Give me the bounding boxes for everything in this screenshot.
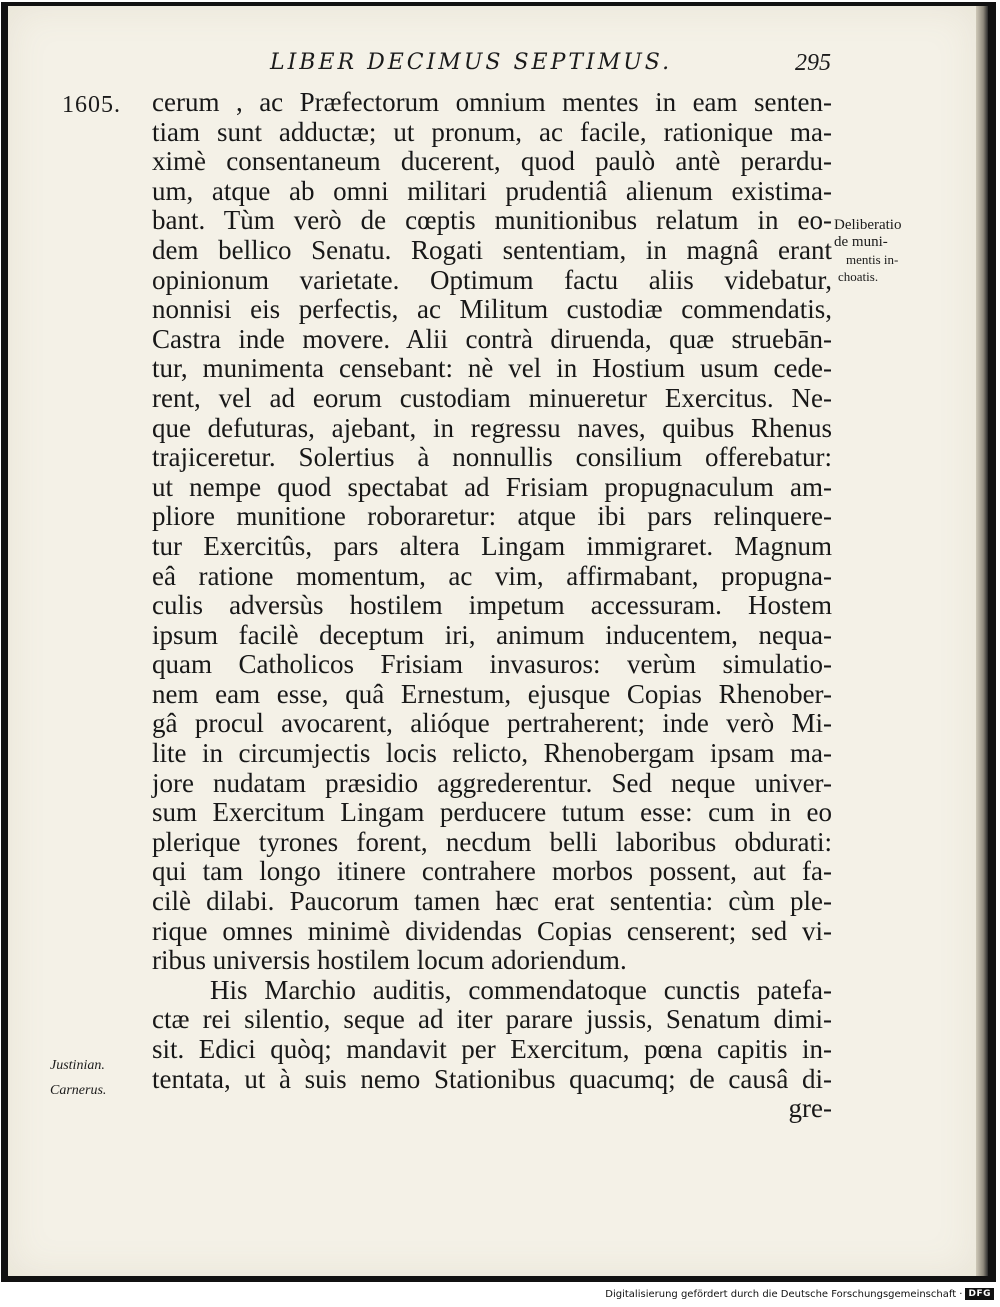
text-line: rent, vel ad eorum custodiam minueretur Exercitus. Ne- xyxy=(152,382,832,413)
margin-note-line: Justinian. xyxy=(50,1058,105,1073)
text-line: quam Catholicos Frisiam invasuros: verùm simulatio- xyxy=(152,649,832,680)
digitization-footer xyxy=(605,1288,994,1300)
text-line: eâ ratione momentum, ac vim, affirmabant, propugna- xyxy=(152,560,832,591)
text-line: nonnisi eis perfectis, ac Militum custodiæ commendatis, xyxy=(152,294,832,325)
dfg-logo: DFG xyxy=(965,1288,994,1300)
margin-note-line: choatis. xyxy=(838,269,879,284)
text-line: cilè dilabi. Paucorum tamen hæc erat sententia: cùm ple- xyxy=(152,886,832,917)
text-line: ximè consentaneum ducerent, quod paulò antè perardu- xyxy=(152,146,832,177)
text-line: um, atque ab omni militari prudentiâ alienum existima- xyxy=(152,175,832,206)
year-marginal: 1605. xyxy=(62,92,121,118)
text-line: ribus universis hostilem locum adoriendum. xyxy=(152,945,627,976)
text-line: nem eam esse, quâ Ernestum, ejusque Copias Rhenober- xyxy=(152,678,832,709)
page-edge xyxy=(976,6,988,1276)
text-line: dem bellico Senatu. Rogati sententiam, in magnâ erant xyxy=(152,234,832,265)
text-line: Castra inde movere. Alii contrà diruenda, quæ struebān- xyxy=(152,323,832,354)
text-line: opinionum varietate. Optimum factu aliis videbatur, xyxy=(152,264,832,295)
text-line: His Marchio auditis, commendatoque cunctis patefa- xyxy=(210,974,832,1005)
text-line: culis adversùs hostilem impetum accessuram. Hostem xyxy=(152,590,832,621)
body-text xyxy=(152,88,832,1124)
text-line: plerique tyrones forent, necdum belli laboribus obdurati: xyxy=(152,826,832,857)
margin-note-line: Carnerus. xyxy=(50,1083,107,1098)
footer-credit: Digitalisierung gefördert durch die Deutsche Forschungsgemeinschaft · xyxy=(605,1288,963,1300)
text-line: gâ procul avocarent, alióque pertraherent; inde verò Mi- xyxy=(152,708,832,739)
text-line: lite in circumjectis locis relicto, Rhenobergam ipsam ma- xyxy=(152,738,832,769)
text-line: tur, munimenta censebant: nè vel in Hostium usum cede- xyxy=(152,353,832,384)
page-number: 295 xyxy=(795,50,831,76)
margin-note-line: Deliberatio xyxy=(834,217,902,233)
text-line: tentata, ut à suis nemo Stationibus quacumq; de causâ di- xyxy=(152,1063,832,1094)
text-line: ctæ rei silentio, seque ad iter parare jussis, Senatum dimi- xyxy=(152,1004,832,1035)
text-line: bant. Tùm verò de cœptis munitionibus relatum in eo- xyxy=(152,205,832,236)
text-line: ipsum facilè deceptum iri, animum inducentem, nequa- xyxy=(152,619,832,650)
text-line: ut nempe quod spectabat ad Frisiam propugnaculum am- xyxy=(152,471,832,502)
running-head: LIBER DECIMUS SEPTIMUS. xyxy=(270,50,673,75)
text-line: sit. Edici quòq; mandavit per Exercitum, pœna capitis in- xyxy=(152,1034,832,1064)
margin-note-right xyxy=(834,217,944,285)
margin-note-line: de muni- xyxy=(834,234,888,250)
text-line: trajiceretur. Solertius à nonnullis consilium offerebatur: xyxy=(152,442,832,473)
text-line: rique omnes minimè dividendas Copias censerent; sed vi- xyxy=(152,915,832,946)
text-line: jore nudatam præsidio aggrederentur. Sed neque univer- xyxy=(152,767,832,798)
margin-note-left xyxy=(50,1053,150,1103)
catchword: gre- xyxy=(788,1093,832,1124)
text-line: pliore munitione roboraretur: atque ibi pars relinquere- xyxy=(152,501,832,532)
text-line: tur Exercitûs, pars altera Lingam immigraret. Magnum xyxy=(152,530,832,561)
text-line: cerum , ac Præfectorum omnium mentes in eam senten- xyxy=(152,87,832,117)
text-line: tiam sunt adductæ; ut pronum, ac facile, rationique ma- xyxy=(152,116,832,147)
margin-note-line: mentis in- xyxy=(846,252,899,267)
text-line: que defuturas, ajebant, in regressu naves, quibus Rhenus xyxy=(152,412,832,443)
text-line: sum Exercitum Lingam perducere tutum esse: cum in eo xyxy=(152,797,832,828)
text-line: qui tam longo itinere contrahere morbos possent, aut fa- xyxy=(152,856,832,887)
